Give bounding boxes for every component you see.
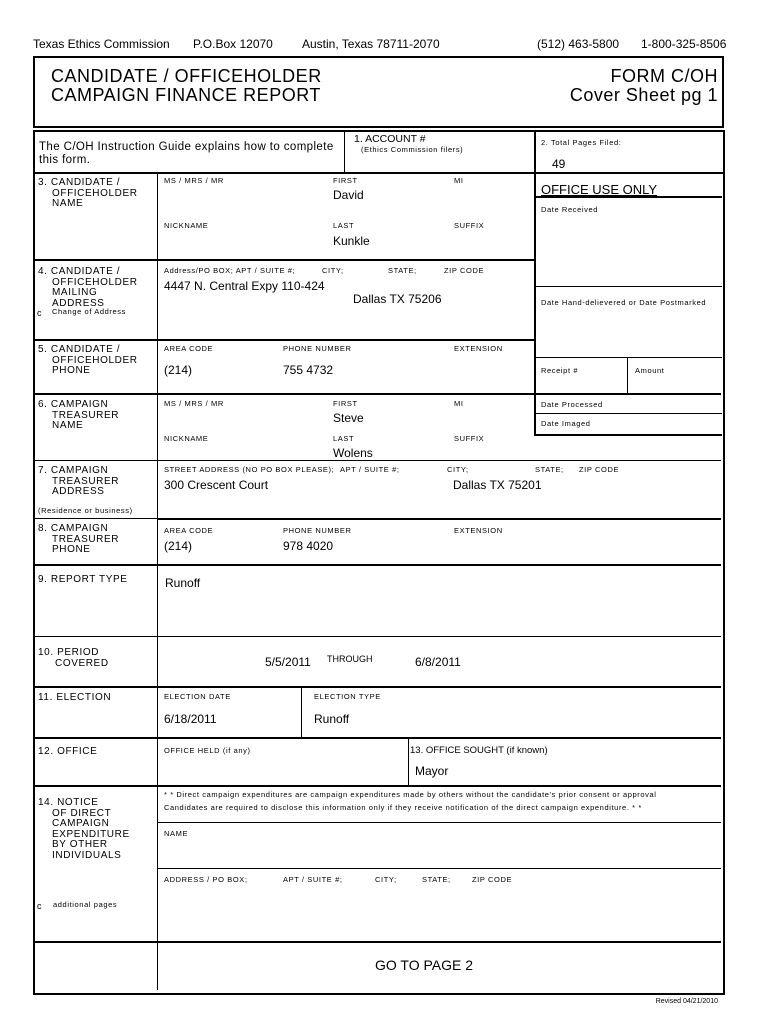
treasurer-city-state-zip-value: Dallas TX 75201 [453, 478, 542, 492]
candidate-city-label: CITY; [322, 266, 344, 275]
treasurer-city-label: CITY; [447, 465, 469, 474]
candidate-area-value: (214) [164, 363, 193, 377]
change-of-address-label: Change of Address [52, 307, 126, 316]
treasurer-ms-label: MS / MRS / MR [164, 399, 224, 408]
notice-city-label: CITY; [375, 875, 397, 884]
office-use-divider [534, 434, 722, 436]
candidate-nickname-label: NICKNAME [164, 221, 209, 230]
period-through-label: THROUGH [327, 654, 373, 664]
receipt-label: Receipt # [541, 366, 579, 375]
row-divider [535, 172, 723, 174]
candidate-city-state-zip-value: Dallas TX 75206 [353, 292, 442, 306]
election-label: 11. ELECTION [38, 692, 112, 703]
date-imaged-label: Date Imaged [541, 419, 591, 428]
notice-address-label: ADDRESS / PO BOX; [164, 875, 248, 884]
treasurer-zip-label: ZIP CODE [579, 465, 620, 474]
office-use-divider [534, 393, 536, 435]
org-name: Texas Ethics Commission [33, 37, 170, 51]
additional-pages-checkbox[interactable]: c [37, 901, 42, 911]
row-divider [33, 564, 721, 566]
treasurer-street-label: STREET ADDRESS (NO PO BOX PLEASE); [164, 465, 335, 474]
col-divider [534, 130, 536, 435]
election-date-value: 6/18/2011 [164, 712, 217, 726]
form-title-line2: CAMPAIGN FINANCE REPORT [51, 85, 321, 105]
office-use-divider [534, 286, 722, 287]
residence-note: (Residence or business) [38, 506, 133, 515]
date-received-label: Date Received [541, 205, 598, 214]
row-divider [33, 686, 721, 688]
form-title-line1: CANDIDATE / OFFICEHOLDER [51, 66, 322, 86]
notice-state-label: STATE; [422, 875, 451, 884]
revised-date: Revised 04/21/2010 [655, 998, 718, 1005]
org-pobox: P.O.Box 12070 [193, 37, 273, 51]
treasurer-last-label: LAST [333, 434, 355, 443]
office-sought-value: Mayor [415, 764, 449, 778]
org-tollfree: 1-800-325-8506 [641, 37, 727, 51]
row-divider [157, 868, 721, 869]
amount-label: Amount [635, 366, 665, 375]
office-sought-label: 13. OFFICE SOUGHT (if known) [410, 745, 548, 756]
treasurer-last-value: Wolens [333, 446, 373, 460]
treasurer-suffix-label: SUFFIX [454, 434, 485, 443]
date-processed-label: Date Processed [541, 400, 603, 409]
candidate-mi-label: MI [454, 176, 464, 185]
section-4-label: 4. CANDIDATE / OFFICEHOLDER MAILING ADDRESS [38, 266, 138, 309]
col-divider [301, 686, 302, 737]
notice-apt-label: APT / SUITE #; [283, 875, 343, 884]
row-divider [33, 172, 535, 174]
section-5-label: 5. CANDIDATE / OFFICEHOLDER PHONE [38, 344, 138, 376]
treasurer-state-label: STATE; [535, 465, 564, 474]
candidate-first-value: David [333, 188, 364, 202]
candidate-phone-value: 755 4732 [283, 363, 334, 377]
section-3-label: 3. CANDIDATE / OFFICEHOLDER NAME [38, 177, 138, 209]
org-city: Austin, Texas 78711-2070 [302, 37, 440, 51]
candidate-street-value: 4447 N. Central Expy 110-424 [164, 279, 325, 293]
candidate-state-label: STATE; [388, 266, 417, 275]
notice-note-1: * * Direct campaign expenditures are campaign expenditures made by others without the candidate's prior consent or approval [164, 790, 657, 799]
org-phone: (512) 463-5800 [537, 37, 620, 51]
row-divider [33, 339, 535, 341]
treasurer-phone-label: PHONE NUMBER [283, 526, 352, 535]
notice-zip-label: ZIP CODE [472, 875, 513, 884]
instruction-line1: The C/OH Instruction Guide explains how to complete [39, 141, 334, 153]
candidate-last-label: LAST [333, 221, 355, 230]
treasurer-first-value: Steve [333, 411, 364, 425]
row-divider [33, 259, 535, 261]
office-use-divider [534, 413, 722, 414]
candidate-zip-label: ZIP CODE [444, 266, 485, 275]
row-divider [33, 941, 721, 943]
change-of-address-checkbox[interactable]: c [37, 308, 42, 318]
row-divider [33, 393, 721, 395]
notice-note-2: Candidates are required to disclose this information only if they receive notification of the direct campaign expenditure. * * [164, 803, 642, 812]
office-use-title: OFFICE USE ONLY [541, 182, 658, 197]
additional-pages-label: additional pages [53, 900, 118, 909]
notice-name-label: NAME [164, 829, 189, 838]
election-date-label: ELECTION DATE [164, 692, 231, 701]
treasurer-ext-label: EXTENSION [454, 526, 503, 535]
treasurer-area-label: AREA CODE [164, 526, 214, 535]
row-divider [33, 460, 721, 461]
period-to-value: 6/8/2011 [415, 655, 461, 669]
form-page: Cover Sheet pg 1 [569, 85, 718, 105]
total-pages-value: 49 [552, 157, 566, 171]
col-divider [408, 737, 409, 785]
row-divider [157, 518, 721, 520]
row-divider [33, 518, 157, 519]
row-divider [33, 737, 721, 739]
election-type-label: ELECTION TYPE [314, 692, 381, 701]
section-10-label: 10. PERIOD COVERED [38, 647, 109, 669]
treasurer-area-value: (214) [164, 539, 193, 553]
section-14-label: 14. NOTICE OF DIRECT CAMPAIGN EXPENDITURE BY OTHER INDIVIDUALS [38, 797, 130, 861]
office-use-divider [534, 357, 722, 358]
treasurer-street-value: 300 Crescent Court [164, 478, 269, 492]
row-divider [157, 822, 721, 823]
row-divider [33, 785, 721, 787]
candidate-first-label: FIRST [333, 176, 358, 185]
report-type-value: Runoff [165, 576, 201, 590]
office-label: 12. OFFICE [38, 746, 98, 757]
office-held-label: OFFICE HELD (if any) [164, 746, 251, 755]
office-use-divider [627, 357, 628, 393]
form-id: FORM C/OH [610, 66, 718, 86]
treasurer-apt-label: APT / SUITE #; [340, 465, 400, 474]
period-from-value: 5/5/2011 [265, 655, 311, 669]
section-7-label: 7. CAMPAIGN TREASURER ADDRESS [38, 465, 120, 497]
total-pages-label: 2. Total Pages Filed: [541, 138, 622, 147]
candidate-last-value: Kunkle [333, 234, 370, 248]
account-label: 1. ACCOUNT # [354, 133, 426, 145]
report-type-label: 9. REPORT TYPE [38, 574, 128, 585]
treasurer-first-label: FIRST [333, 399, 358, 408]
go-to-page-2: GO TO PAGE 2 [375, 957, 474, 973]
date-hand-label: Date Hand-delievered or Date Postmarked [541, 298, 707, 307]
candidate-phone-label: PHONE NUMBER [283, 344, 352, 353]
treasurer-mi-label: MI [454, 399, 464, 408]
candidate-area-label: AREA CODE [164, 344, 214, 353]
treasurer-phone-value: 978 4020 [283, 539, 334, 553]
candidate-ext-label: EXTENSION [454, 344, 503, 353]
row-divider [33, 636, 721, 637]
candidate-suffix-label: SUFFIX [454, 221, 485, 230]
section-8-label: 8. CAMPAIGN TREASURER PHONE [38, 523, 120, 555]
treasurer-nickname-label: NICKNAME [164, 434, 209, 443]
col-divider [344, 130, 345, 172]
candidate-ms-label: MS / MRS / MR [164, 176, 224, 185]
account-sublabel: (Ethics Commission filers) [361, 145, 464, 154]
candidate-addr-label: Address/PO BOX; APT / SUITE #; [164, 266, 296, 275]
section-6-label: 6. CAMPAIGN TREASURER NAME [38, 399, 120, 431]
instruction-line2: this form. [39, 154, 91, 166]
election-type-value: Runoff [314, 712, 350, 726]
